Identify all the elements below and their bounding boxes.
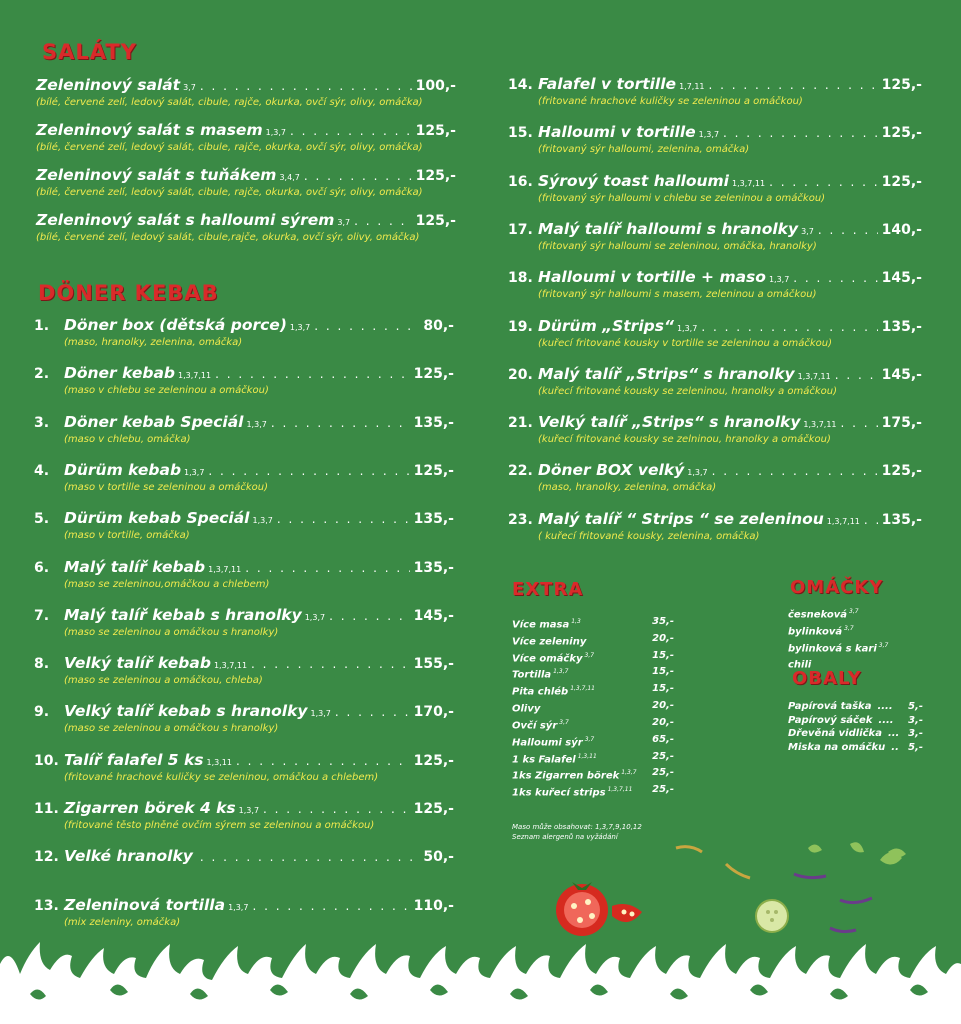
dot-leader — [200, 79, 412, 93]
small-item-price: 25,- — [652, 750, 674, 762]
item-allergens: 1,3,7 — [265, 128, 286, 137]
small-list-row — [512, 615, 674, 632]
dot-leader — [304, 169, 412, 183]
small-item-name: Tortilla — [512, 669, 552, 681]
item-price: 100,- — [415, 78, 456, 94]
dot-leader — [354, 214, 412, 228]
item-price: 135,- — [413, 511, 454, 528]
item-allergens: 1,3,7 — [252, 516, 273, 526]
item-name: Falafel v tortille — [538, 75, 677, 93]
small-item-allergens: 3,7 — [844, 624, 854, 632]
dot-leader — [290, 124, 412, 138]
small-list-row — [512, 649, 674, 666]
small-item-allergens: 3,7 — [878, 641, 889, 649]
item-name: Dürüm „Strips“ — [538, 316, 674, 335]
item-number: 10. — [34, 752, 59, 769]
item-name: Malý talíř kebab s hranolky — [64, 605, 302, 624]
item-allergens: 1,3,7 — [246, 419, 267, 429]
dot-leader — [251, 657, 410, 671]
small-item-name: česneková — [788, 609, 847, 621]
item-price: 125,- — [415, 123, 456, 139]
menu-item — [508, 268, 922, 300]
item-allergens: 1,3,7 — [228, 902, 249, 912]
small-item-name: 1ks Zigarren börek — [512, 770, 620, 782]
item-name: Malý talíř “ Strips “ se zeleninou — [538, 509, 824, 528]
small-item-price: 35,- — [652, 616, 674, 627]
item-name: Dürüm kebab Speciál — [64, 509, 250, 528]
small-item-name: bylinková s kari — [788, 642, 877, 654]
item-description: (maso se zeleninou a omáčkou s hranolky) — [64, 723, 279, 735]
item-price: 125,- — [415, 213, 456, 229]
item-price: 125,- — [881, 173, 922, 190]
note-line: Maso může obsahovat: 1,3,7,9,10,12 — [512, 823, 642, 831]
small-item-name: Více zeleniny — [512, 636, 587, 648]
small-item-allergens: 1,3,7 — [621, 769, 637, 777]
menu-item — [34, 654, 454, 686]
item-name: Döner kebab — [64, 364, 176, 383]
item-name: Velké hranolky — [64, 847, 193, 866]
item-allergens: 1,3,7 — [687, 468, 708, 478]
dot-leader — [329, 609, 410, 623]
small-item-name: 1 ks Falafel — [512, 753, 576, 765]
item-description: (fritovaný sýr halloumi se zeleninou, omáčka, hranolky) — [538, 240, 817, 252]
item-price: 145,- — [881, 270, 922, 287]
item-allergens: 1,3,7,11 — [208, 564, 242, 574]
small-list-row — [512, 699, 674, 716]
small-list-row — [512, 682, 674, 699]
small-item-price: 20,- — [652, 716, 674, 728]
small-item-name: Pita chléb — [512, 686, 569, 698]
item-price: 140,- — [881, 221, 922, 238]
dot-leader — [769, 175, 878, 189]
small-item-name: Olivy — [512, 703, 541, 715]
dot-leader — [818, 223, 878, 237]
item-price: 155,- — [413, 656, 454, 673]
menu-item — [508, 172, 922, 204]
allergen-note — [512, 822, 642, 842]
item-name: Dürüm kebab — [64, 460, 182, 479]
item-name: Döner BOX velký — [538, 461, 685, 480]
small-list-row — [788, 605, 928, 622]
item-number: 19. — [508, 318, 533, 335]
small-item-name: chili — [788, 659, 812, 671]
menu-item — [36, 121, 456, 153]
item-description: (maso v tortille se zeleninou a omáčkou) — [64, 481, 269, 493]
small-item-price: 15,- — [652, 666, 674, 678]
item-description: ( kuřecí fritované kousky, zelenina, omáčka) — [538, 530, 760, 542]
menu-item — [36, 76, 456, 108]
menu-item — [508, 220, 922, 252]
item-price: 50,- — [423, 849, 454, 866]
menu-item — [508, 413, 922, 445]
item-price: 170,- — [413, 704, 454, 721]
obaly-heading: OBALY — [792, 668, 862, 689]
small-item-dots: .. — [891, 741, 899, 753]
item-description: (kuřecí fritované kousky v tortille se zeleninou a omáčkou) — [538, 337, 832, 349]
menu-item — [34, 896, 454, 928]
item-name: Zeleninový salát s halloumi sýrem — [36, 211, 335, 229]
item-description: (bílé, červené zelí, ledový salát, cibule, rajče, okurka, ovčí sýr, olivy, omáčka) — [36, 97, 423, 108]
small-item-name: Dřevěná vidlička — [788, 728, 882, 739]
note-line: Seznam alergenů na vyžádání — [512, 833, 618, 841]
small-item-allergens: 1,3,7,11 — [570, 685, 595, 693]
small-list-row — [788, 714, 923, 728]
small-item-allergens: 1,3,7 — [553, 668, 569, 676]
menu-item — [508, 75, 922, 107]
item-price: 135,- — [881, 511, 922, 528]
item-number: 9. — [34, 704, 50, 721]
small-item-allergens: 3,7 — [559, 718, 569, 726]
item-allergens: 1,7,11 — [679, 82, 705, 91]
small-item-name: Více omáčky — [512, 652, 583, 664]
item-price: 125,- — [881, 125, 922, 142]
dot-leader — [864, 513, 878, 527]
menu-item — [36, 211, 456, 243]
item-allergens: 1,3,7,11 — [797, 371, 831, 381]
item-price: 135,- — [413, 414, 454, 431]
onion-icon — [794, 874, 872, 932]
item-allergens: 3,7 — [801, 226, 814, 236]
item-price: 175,- — [881, 415, 922, 432]
salaty-heading: SALÁTY — [42, 40, 137, 64]
item-allergens: 3,7 — [337, 218, 351, 227]
item-number: 23. — [508, 511, 533, 528]
menu-item — [34, 847, 454, 868]
small-item-name: Miska na omáčku — [788, 741, 886, 753]
small-item-price: 15,- — [652, 683, 674, 695]
dot-leader — [200, 850, 419, 864]
item-price: 125,- — [413, 752, 454, 769]
item-number: 17. — [508, 221, 533, 238]
small-item-name: Papírový sáček — [788, 714, 873, 726]
item-price: 125,- — [415, 168, 456, 184]
small-item-name: Papírová taška — [788, 701, 872, 712]
item-name: Zeleninový salát s tuňákem — [36, 166, 277, 184]
item-name: Zeleninový salát — [36, 76, 181, 94]
menu-item — [34, 751, 454, 783]
item-number: 1. — [34, 318, 50, 334]
item-description: (fritovaný sýr halloumi, zelenina, omáčka) — [538, 144, 750, 156]
small-item-allergens: 1,3,11 — [577, 752, 597, 760]
menu-item — [34, 316, 454, 348]
item-number: 22. — [508, 463, 533, 480]
small-item-name: Halloumi sýr — [512, 737, 583, 749]
item-description: (bílé, červené zelí, ledový salát, cibule,rajče, okurka, ovčí sýr, olivy, omáčka) — [36, 232, 420, 243]
pepper-icon — [676, 847, 750, 878]
item-name: Halloumi v tortille — [538, 123, 696, 142]
item-allergens: 1,3,7 — [310, 709, 331, 719]
item-allergens: 1,3,7 — [289, 323, 311, 332]
item-allergens: 1,3,11 — [206, 757, 232, 767]
menu-item — [34, 799, 454, 831]
small-list-row — [512, 733, 674, 750]
item-allergens: 3,4,7 — [279, 173, 300, 182]
item-description: (maso v chlebu, omáčka) — [64, 433, 191, 445]
menu-item — [34, 509, 454, 541]
item-number: 5. — [34, 511, 50, 528]
item-description: (fritované hrachové kuličky se zeleninou, omáčkou a chlebem) — [64, 771, 379, 783]
small-item-price: 5,- — [908, 741, 923, 753]
dot-leader — [236, 754, 410, 768]
item-price: 125,- — [413, 801, 454, 817]
item-number: 16. — [508, 173, 533, 190]
item-description: (maso, hranolky, zelenina, omáčka) — [538, 482, 717, 494]
small-item-name: Více masa — [512, 619, 570, 631]
item-allergens: 1,3,7,11 — [213, 661, 248, 671]
omacky-list — [788, 605, 928, 672]
item-price: 125,- — [413, 462, 454, 479]
dot-leader — [252, 899, 409, 913]
item-name: Döner box (dětská porce) — [64, 316, 287, 334]
item-price: 145,- — [881, 366, 922, 383]
small-list-row — [512, 665, 674, 682]
small-item-dots: ... — [887, 728, 900, 739]
item-name: Malý talíř halloumi s hranolky — [538, 219, 799, 238]
item-price: 125,- — [881, 463, 922, 480]
item-number: 8. — [34, 656, 50, 673]
item-name: Zeleninový salát s masem — [36, 121, 263, 139]
small-item-name: bylinková — [788, 626, 843, 638]
small-list-row — [788, 727, 923, 741]
obaly-list — [788, 700, 923, 754]
small-item-price: 15,- — [652, 649, 674, 661]
item-description: (kuřecí fritované kousky se zelninou, hranolky a omáčkou) — [538, 434, 831, 446]
dot-leader — [314, 319, 419, 333]
small-list-row — [512, 716, 674, 733]
menu-item — [34, 364, 454, 396]
extra-list — [512, 615, 674, 800]
item-description: (maso v tortille, omáčka) — [64, 530, 190, 542]
item-description: (fritované hrachové kuličky se zeleninou a omáčkou) — [538, 96, 803, 107]
menu-item — [508, 510, 922, 542]
item-number: 2. — [34, 366, 50, 383]
item-description: (kuřecí fritované kousky se zeleninou, hranolky a omáčkou) — [538, 385, 838, 397]
dot-leader — [215, 367, 410, 381]
small-list-row — [512, 632, 674, 649]
small-item-allergens: 3,7 — [849, 608, 859, 615]
item-name: Zigarren börek 4 ks — [64, 799, 236, 817]
small-item-price: 3,- — [908, 728, 923, 739]
item-name: Malý talíř kebab — [64, 557, 206, 576]
item-number: 13. — [34, 897, 59, 914]
item-allergens: 1,3,7 — [184, 467, 205, 477]
item-number: 7. — [34, 607, 50, 624]
extra-heading: EXTRA — [512, 579, 584, 600]
item-name: Velký talíř „Strips“ s hranolky — [538, 413, 801, 432]
item-description: (bílé, červené zelí, ledový salát, cibule, rajče, okurka, ovčí sýr, olivy, omáčka) — [36, 142, 423, 153]
item-description: (maso v chlebu se zeleninou a omáčkou) — [64, 385, 269, 397]
menu-item — [508, 461, 922, 493]
dot-leader — [263, 802, 410, 816]
menu-item — [34, 413, 454, 445]
item-allergens: 1,3,7 — [676, 323, 698, 333]
small-item-dots: .... — [877, 701, 893, 712]
item-description: (maso se zeleninou a omáčkou, chleba) — [64, 675, 263, 687]
item-name: Velký talíř kebab — [64, 654, 211, 673]
menu-item — [34, 461, 454, 493]
small-list-row — [512, 766, 674, 783]
dot-leader — [335, 705, 410, 719]
small-item-price: 20,- — [652, 700, 674, 712]
item-number: 3. — [34, 414, 50, 431]
small-list-row — [512, 783, 674, 800]
small-item-allergens: 1,3,7,11 — [607, 786, 633, 794]
item-allergens: 1,3,7 — [698, 130, 720, 140]
small-item-allergens: 3,7 — [584, 735, 595, 743]
small-item-price: 20,- — [652, 632, 674, 644]
small-item-allergens: 1,3 — [571, 618, 581, 625]
dot-leader — [709, 78, 878, 92]
item-price: 125,- — [413, 366, 454, 383]
small-item-price: 25,- — [652, 784, 674, 796]
item-description: (mix zeleniny, omáčka) — [64, 916, 181, 928]
dot-leader — [277, 512, 410, 526]
menu-item — [508, 123, 922, 155]
menu-item — [508, 317, 922, 349]
item-price: 110,- — [413, 897, 454, 914]
item-description: (fritovaný sýr halloumi s masem, zeleninou a omáčkou) — [538, 289, 817, 301]
menu-item — [34, 702, 454, 734]
dot-leader — [701, 320, 877, 334]
small-item-name: Ovčí sýr — [512, 720, 558, 732]
small-item-name: 1ks kuřecí strips — [512, 787, 606, 799]
item-number: 20. — [508, 366, 533, 383]
small-list-row — [512, 750, 674, 767]
item-allergens: 1,3,7 — [238, 806, 260, 815]
dot-leader — [271, 416, 410, 430]
dot-leader — [245, 561, 409, 575]
item-allergens: 1,3,7 — [768, 275, 790, 285]
omacky-heading: OMÁČKY — [790, 577, 884, 598]
item-allergens: 1,3,7,11 — [731, 178, 766, 188]
small-item-price: 25,- — [652, 767, 674, 779]
dot-leader — [208, 464, 409, 478]
item-number: 18. — [508, 270, 533, 287]
item-number: 21. — [508, 415, 533, 432]
dot-leader — [723, 126, 878, 140]
item-allergens: 1,3,7,11 — [826, 516, 860, 526]
item-price: 135,- — [881, 318, 922, 335]
menu-item — [34, 558, 454, 590]
small-item-price: 5,- — [908, 701, 923, 712]
item-number: 11. — [34, 801, 59, 817]
item-number: 4. — [34, 462, 50, 479]
item-price: 135,- — [413, 559, 454, 576]
small-list-row — [788, 700, 923, 714]
dot-leader — [793, 271, 877, 285]
item-allergens: 1,3,7,11 — [803, 420, 837, 430]
item-name: Malý talíř „Strips“ s hranolky — [538, 364, 795, 383]
item-description: (bílé, červené zelí, ledový salát, cibule, rajče, okurka, ovčí sýr, olivy, omáčka) — [36, 187, 423, 198]
item-name: Sýrový toast halloumi — [538, 171, 729, 190]
menu-item — [508, 365, 922, 397]
flames-border — [0, 934, 961, 1024]
item-description: (maso se zeleninou a omáčkou s hranolky) — [64, 626, 279, 638]
small-list-row — [788, 639, 928, 656]
menu-item — [36, 166, 456, 198]
item-number: 6. — [34, 559, 50, 576]
item-description: (fritovaný sýr halloumi v chlebu se zeleninou a omáčkou) — [538, 192, 826, 204]
item-price: 145,- — [413, 607, 454, 624]
cucumber-icon — [756, 900, 788, 932]
small-list-row — [788, 741, 923, 755]
item-name: Döner kebab Speciál — [64, 412, 244, 431]
small-item-price: 3,- — [908, 714, 923, 726]
item-description: (maso, hranolky, zelenina, omáčka) — [64, 337, 243, 348]
small-item-dots: .... — [878, 714, 894, 726]
item-allergens: 1,3,7,11 — [178, 371, 212, 381]
item-allergens: 3,7 — [183, 83, 196, 92]
item-name: Velký talíř kebab s hranolky — [64, 702, 308, 721]
dot-leader — [835, 368, 878, 382]
dot-leader — [712, 464, 878, 478]
item-description: (fritované těsto plněné ovčím sýrem se zeleninou a omáčkou) — [64, 820, 375, 831]
item-number: 15. — [508, 125, 533, 142]
tomato-icon — [556, 882, 642, 936]
herbs-icon — [808, 842, 906, 864]
item-number: 12. — [34, 849, 59, 866]
dot-leader — [841, 416, 878, 430]
item-price: 125,- — [881, 77, 922, 93]
doner-heading: DÖNER KEBAB — [38, 281, 219, 305]
item-allergens: 1,3,7 — [304, 612, 326, 622]
menu-item — [34, 606, 454, 638]
item-name: Halloumi v tortille + maso — [538, 268, 766, 287]
item-number: 14. — [508, 77, 533, 93]
small-item-allergens: 3,7 — [584, 651, 595, 659]
small-list-row — [788, 622, 928, 639]
item-name: Talíř falafel 5 ks — [64, 750, 204, 769]
item-name: Zeleninová tortilla — [64, 895, 226, 914]
item-price: 80,- — [423, 318, 454, 334]
item-description: (maso se zeleninou,omáčkou a chlebem) — [64, 578, 270, 590]
small-item-price: 65,- — [652, 733, 674, 745]
